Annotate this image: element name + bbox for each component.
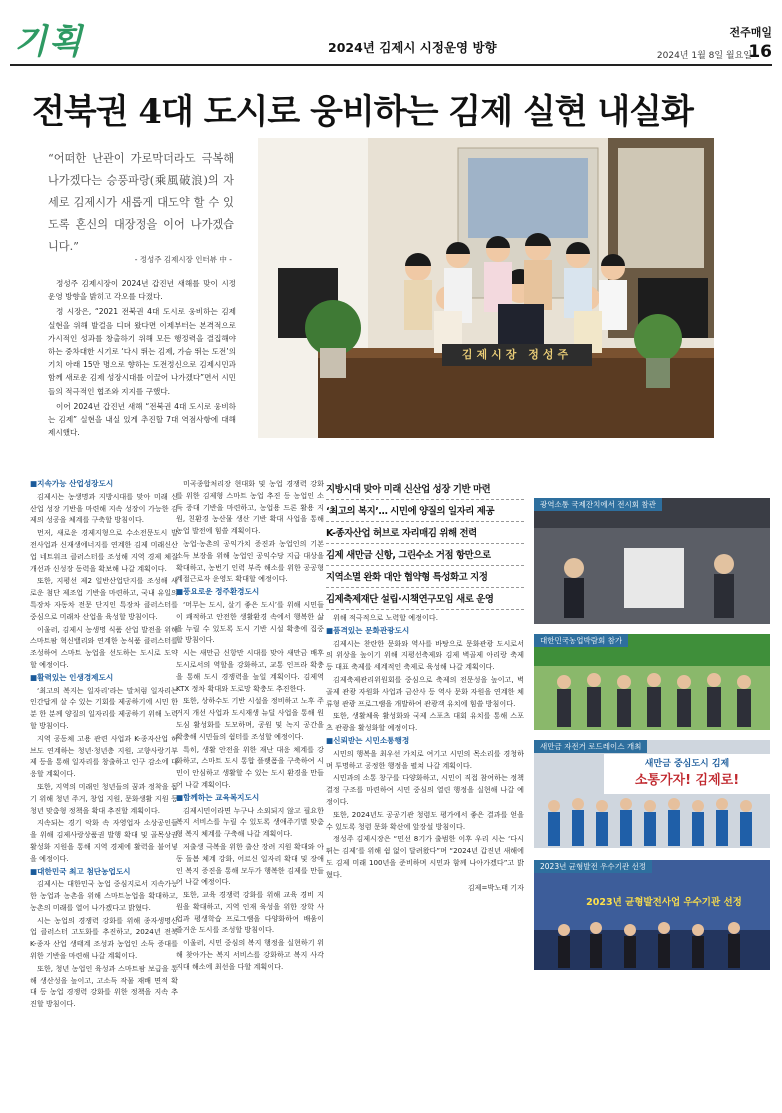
article-column-1 [30, 478, 178, 1011]
office-scene-image [258, 138, 714, 438]
lede [48, 277, 236, 441]
series-title: 2024년 김제시 시정운영 방향 [328, 40, 497, 55]
section-heading: ■품격있는 문화관광도시 [326, 625, 410, 635]
dateline: 2024년 1월 8일 월요일 [656, 51, 752, 61]
photo-caption: 2023년 균형발전 우수기관 선정 [534, 860, 652, 873]
paragraph: 김제시는 찬란한 문화와 역사를 바탕으로 문화관광 도시로서의 위상을 높이기 위해 지평선축제와 김제 벽골제 아리랑 축제 등 대표 축제를 세계적인 축제로 육성해 나갈 계획이다. [326, 638, 524, 672]
section-heading: ■풍요로운 정주환경도시 [176, 587, 260, 597]
section-heading: ■함께하는 교육복지도시 [176, 792, 260, 802]
key-point: 지역소멸 완화 대안 협약형 특성화고 지정 [326, 566, 524, 588]
side-photo-1 [534, 498, 770, 624]
section-heading: ■지속가능 산업성장도시 [30, 479, 114, 488]
paragraph: 김제축제관리위원회를 중심으로 축제의 전문성을 높이고, 벽골제 관광 자원화 사업과 금산사 등 역사 문화 자원을 연계한 체류형 관광 프로그램을 개발하여 관광객 유치에 힘쓸 방침이다. [326, 674, 524, 708]
side-photo-2 [534, 634, 770, 730]
page-number: 16 [748, 42, 772, 62]
paragraph: 미곡종합처리장 현대화 및 농업 경쟁력 강화를 위한 김제형 스마트 농업 추진 등 농업인 소득 증대 기반을 마련하고, 농업용 드론 활용 지원, 친환경 농산물 생산 기반 확대 사업을 통해 농업 발전에 힘쓸 계획이다. [176, 479, 324, 536]
paragraph: 또한, 상하수도 기반 시설을 정비하고 노후 주거지 개선 사업과 도시재생 뉴딜 사업을 통해 원도심 활성화를 도모하며, 공원 및 녹지 공간을 확충해 시민들의 쉼터를 조성할 예정이다. [176, 696, 324, 741]
banner-text: 2023년 균형발전사업 우수기관 선정 [586, 897, 742, 908]
photo-caption: 광역소통 국제잔치에서 전시회 참관 [534, 498, 662, 511]
paragraph: 농업·농촌의 공익가치 증진과 농업인의 기본소득 보장을 위해 농업인 공익수당 지급 대상을 확대하고, 농번기 인력 부족 해소를 위한 공공형 계절근로자 운영도 확대할 예정이다. [176, 538, 324, 584]
newspaper-name: 전주매일 [729, 26, 772, 39]
paragraph: 위해 적극적으로 노력할 예정이다. [333, 613, 438, 622]
paragraph: 지역 공동체 고용 관련 사업과 K-종자산업 허브도 연계하는 청년·청년층 지원, 고향사랑기부제 등을 통해 일자리를 창출하고 인구 감소에 대응할 계획이다. [30, 733, 178, 779]
section-heading: ■활력있는 인생경제도시 [30, 672, 114, 682]
paragraph: 또한, 지역의 미래인 청년들의 꿈과 정착을 돕기 위해 청년 주거, 창업 지원, 문화생활 지원 등 청년 맞춤형 정책을 확대 추진할 계획이다. [30, 781, 178, 815]
exhibition-image [534, 498, 770, 624]
article-column-2 [176, 478, 324, 974]
pull-quote: “어떠한 난관이 가로막더라도 극복해 나가겠다는 승풍파랑(乘風破浪)의 자세로 김제시가 새롭게 대도약 할 수 있도록 혼신의 대장정을 이어 나가겠습니다.” [48, 152, 234, 253]
paragraph: 시민의 행복을 최우선 가치로 여기고 시민의 목소리를 경청하며 투명하고 공정한 행정을 펼쳐 나갈 계획이다. [326, 748, 524, 770]
banner-text: 새만금 중심도시 김제 [644, 759, 730, 769]
lede-paragraph: 이어 2024년 갑진년 새해 “전북권 4대 도시로 웅비하는 김제” 실현을 내실 있게 추진할 7대 역점사항에 대해 제시했다. [48, 401, 236, 438]
banner-slogan: 소통가자! 김제로! [634, 773, 740, 788]
paragraph: 시는 농업의 경쟁력 강화를 위해 종자생명산업 클러스터 고도화를 추진하고, 2024년 전북 K-종자 산업 생태계 조성과 농업인 소득 증대를 위한 기반을 마련해 나갈 계획이다. [30, 915, 178, 961]
paragraph: 또한, 2024년도 공공기관 청렴도 평가에서 좋은 결과를 얻을 수 있도록 청렴 문화 확산에 앞장설 방침이다. [326, 809, 524, 831]
paragraph: 지속되는 경기 악화 속 자영업자 소상공인들을 위해 김제사랑상품권 발행 확대 및 골목상권 활성화 지원을 통해 지역 경제에 활력을 불어넣을 예정이다. [30, 818, 178, 863]
side-photo-3 [534, 740, 770, 848]
paragraph: 또한, 생활체육 활성화와 국제 스포츠 대회 유치를 통해 스포츠 관광을 활성화할 예정이다. [326, 711, 524, 733]
key-point: 김제 새만금 신항, 그린수소 거점 항만으로 [326, 544, 524, 566]
paragraph: 이울러, 시민 중심의 복지 행정을 실현하기 위해 찾아가는 복지 서비스를 강화하고 복지 사각지대 해소에 최선을 다할 계획이다. [176, 938, 324, 971]
headline: 전북권 4대 도시로 웅비하는 김제 실현 내실화 [32, 92, 693, 132]
paragraph: 또한, 지평선 제2 일반산업단지를 조성해 새로운 첨단 제조업 기반을 마련하고, 국내 유일의 특장차 자동차 전문 단지인 특장차 클러스터를 중심으로 미래차 산업을 육성할 방침이다. [30, 576, 178, 621]
paragraph: 시민과의 소통 창구를 다양화하고, 시민이 직접 참여하는 정책 결정 구조를 마련하여 시민 중심의 열린 행정을 실현해 나갈 예정이다. [326, 773, 524, 806]
article-column-3 [326, 612, 524, 894]
paragraph: 시는 새만금 신항만 시대를 맞아 새만금 배후도시로서의 역할을 강화하고, 교통 인프라 확충을 통해 도시 경쟁력을 높일 계획이다. 김제역 KTX 정차 확대와 도로망 확충도 추진한다. [176, 648, 324, 693]
main-photo [258, 138, 714, 438]
byline: 김제=박노태 기자 [467, 882, 524, 892]
paragraph: 김제시는 농생명과 지방시대를 맞아 미래 신산업 성장 기반을 마련해 지속 성장이 가능한 김제의 성공을 체계를 구축할 방침이다. [30, 491, 178, 525]
paragraph: 김제시는 대한민국 농업 중심지로서 지속가능한 농업과 농촌을 위해 스마트농업을 확대하고, 농촌의 미래를 열어 나가겠다고 밝혔다. [30, 879, 178, 912]
section-heading: ■대한민국 최고 첨단농업도시 [30, 866, 131, 876]
key-point: ‘최고의 복지’… 시민에 양질의 일자리 제공 [326, 500, 524, 522]
award-ceremony-image [534, 860, 770, 970]
photo-caption: 새만금 자전거 로드레이스 개최 [534, 740, 647, 753]
nameplate: 김제시장 정성주 [461, 348, 573, 361]
paragraph: 김제시민이라면 누구나 소외되지 않고 필요한 복지 서비스를 누릴 수 있도록 생애주기별 맞춤형 복지 체계를 구축해 나갈 계획이다. [176, 805, 324, 839]
paragraph: ‘최고의 복지는 일자리’라는 말처럼 일자리는 인간답게 살 수 있는 기회를 제공하기에 시민 한 분 한 분께 양질의 일자리를 제공하기 위해 노력할 방침이다. [30, 685, 178, 730]
expo-image [534, 634, 770, 730]
lede-paragraph: 정 시장은, “2021 전북권 4대 도시로 웅비하는 김제 실현을 위해 발걸음 디뎌 왔다면 이제부터는 본격적으로 가시적인 성과를 창출하기 위해 모든 행정력을 결집해야 하는 중차대한 시기로 ‘다시 뛰는 김제, 가슴 뛰는 도전’의 기치 아래 15만 명으로 향하는 도전정신으로 김제시민과 함께 새로운 김제 성장시대를 이끌어 나가겠다”면서 시민들의 적극적인 협조와 지지를 구했다. [48, 307, 236, 396]
lede-paragraph: 정성주 김제시장이 2024년 갑진년 새해를 맞이 시정운영 방향을 밝히고 각오를 다졌다. [48, 279, 236, 302]
paragraph: 저출생 극복을 위한 출산 장려 지원 확대와 아동 돌봄 체계 강화, 어르신 일자리 확대 및 장애인 복지 증진을 통해 모두가 행복한 김제를 만들어 나갈 예정이다. [176, 841, 324, 887]
section-heading: ■신뢰받는 시민소통행정 [326, 735, 410, 745]
paragraph: 이울러, 김제시 농생명 식품 산업 발전을 위해 스마트팜 혁신밸리와 연계한 농식품 클러스터를 조성하여 스마트 농업을 선도하는 도시로 도약할 예정이다. [30, 624, 178, 669]
key-points-box [326, 478, 524, 610]
paragraph: 먼저, 새로운 경제지형으로 수소전문도시 발전사업과 신재생에너지를 연계한 김제 미래신산업 네트워크 클러스터를 조성해 지역 경제 체질 개선과 신성장 동력을 확보해 나갈 계획이다. [30, 528, 178, 573]
pull-quote-credit: - 정성주 김제시장 인터뷰 中 - [134, 255, 232, 264]
side-photo-4 [534, 860, 770, 970]
key-point: 김제축제재단 설립·시책연구모임 새로 운영 [326, 588, 524, 610]
section-tag: 기획 [14, 22, 84, 62]
key-point: K-종자산업 허브로 자리매김 위해 전력 [326, 522, 524, 544]
header-rule [10, 64, 772, 66]
key-point: 지방시대 맞아 미래 신산업 성장 기반 마련 [326, 478, 524, 500]
paragraph: ‘머무는 도시, 살기 좋은 도시’를 위해 시민들이 쾌적하고 안전한 생활환경 속에서 행복한 삶을 누릴 수 있도록 도시 기반 시설 확충에 집중할 방침이다. [176, 599, 324, 645]
paragraph: 또한, 교육 경쟁력 강화를 위해 교육 경비 지원을 확대하고, 지역 인재 육성을 위한 장학 사업과 평생학습 프로그램을 다양화하여 배움이 즐거운 도시를 조성할 방침이다. [176, 890, 324, 935]
photo-caption: 대한민국농업박람회 참가 [534, 634, 628, 647]
paragraph: 정성주 김제시장은 “민선 8기가 출범한 이후 우리 시는 ‘다시 뛰는 김제’를 위해 쉼 없이 달려왔다”며 “2024년 갑진년 새해에도 김제 미래 100년을 준비하며 시민과 함께 나아가겠다”고 밝혔다. [326, 834, 524, 879]
paragraph: 특히, 생활 안전을 위한 재난 대응 체계를 강화하고, 스마트 도시 통합 플랫폼을 구축하여 시민이 안심하고 생활할 수 있는 도시 환경을 만들어 나갈 계획이다. [176, 744, 324, 789]
paragraph: 또한, 청년 농업인 육성과 스마트팜 보급을 통해 생산성을 높이고, 고소득 작물 재배 면적 확대 등 농업 경쟁력 강화를 위한 정책을 지속 추진할 방침이다. [30, 963, 178, 1009]
